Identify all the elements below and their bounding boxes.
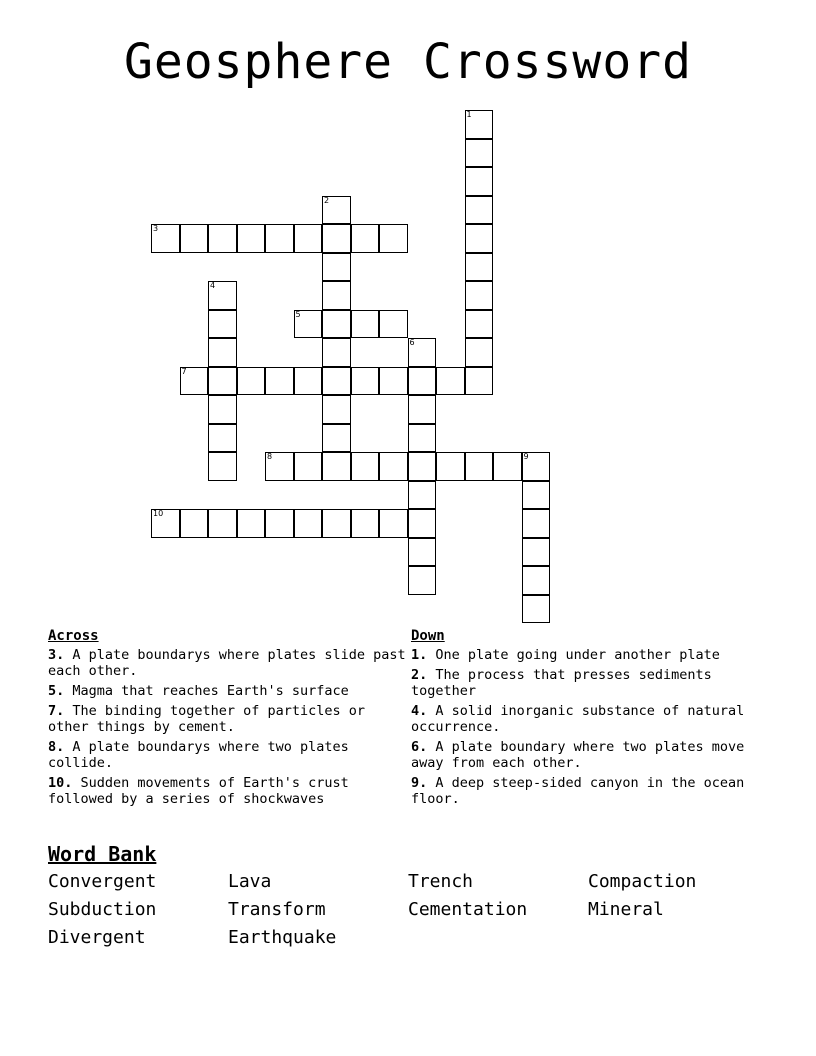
crossword-cell[interactable] (237, 224, 266, 253)
clue-text: Sudden movements of Earth's crust followed by a series of shockwaves (48, 775, 349, 807)
word-bank-word: Lava (228, 871, 272, 892)
crossword-cell[interactable] (294, 224, 323, 253)
crossword-cell[interactable] (465, 196, 494, 225)
word-bank-word: Convergent (48, 871, 157, 892)
cell-number: 4 (210, 281, 216, 290)
clue-text: A plate boundary where two plates move away from each other. (411, 739, 745, 771)
crossword-cell[interactable] (265, 452, 294, 481)
crossword-cell[interactable] (408, 395, 437, 424)
crossword-cell[interactable] (322, 424, 351, 453)
word-bank-title: Word Bank (48, 842, 157, 866)
clue-number: 7. (48, 703, 65, 719)
cell-number: 5 (295, 309, 301, 319)
crossword-cell[interactable] (465, 224, 494, 253)
crossword-cell[interactable] (322, 253, 351, 282)
crossword-cell[interactable] (265, 224, 294, 253)
cell-number: 9 (523, 452, 529, 461)
clue-text: The binding together of particles or other things by cement. (48, 703, 366, 735)
word-bank-word: Transform (228, 899, 326, 920)
crossword-cell[interactable] (208, 395, 237, 424)
crossword-cell[interactable] (237, 367, 266, 396)
across-clues (48, 628, 408, 811)
crossword-cell[interactable] (294, 509, 323, 538)
crossword-cell[interactable] (465, 253, 494, 282)
clue-text: The process that presses sediments together (411, 667, 712, 699)
crossword-cell[interactable] (408, 509, 437, 538)
down-heading: Down (411, 628, 445, 644)
cell-number: 6 (409, 338, 415, 347)
crossword-cell[interactable] (351, 310, 380, 339)
crossword-cell[interactable] (237, 509, 266, 538)
clue-text: A plate boundarys where two plates collide. (48, 739, 349, 771)
crossword-cell[interactable] (322, 395, 351, 424)
crossword-cell[interactable] (465, 110, 494, 139)
clue-text: One plate going under another plate (435, 647, 720, 663)
cell-number: 2 (324, 195, 330, 205)
crossword-cell[interactable] (379, 224, 408, 253)
crossword-cell[interactable] (408, 338, 437, 367)
crossword-cell[interactable] (465, 452, 494, 481)
crossword-cell[interactable] (522, 566, 551, 595)
crossword-cell[interactable] (151, 509, 180, 538)
clue-number: 8. (48, 739, 65, 755)
crossword-cell[interactable] (465, 281, 494, 310)
clue-across-7 (48, 703, 408, 735)
crossword-cell[interactable] (379, 310, 408, 339)
crossword-cell[interactable] (436, 452, 465, 481)
crossword-cell[interactable] (208, 310, 237, 339)
cell-number: 8 (267, 452, 273, 461)
crossword-cell[interactable] (322, 224, 351, 253)
crossword-cell[interactable] (522, 481, 551, 510)
crossword-cell[interactable] (522, 538, 551, 567)
cell-number: 1 (466, 110, 472, 119)
crossword-cell[interactable] (180, 509, 209, 538)
crossword-cell[interactable] (465, 367, 494, 396)
crossword-cell[interactable] (208, 509, 237, 538)
crossword-cell[interactable] (322, 310, 351, 339)
word-bank-word: Mineral (588, 899, 664, 920)
word-bank-word: Cementation (408, 899, 528, 920)
crossword-cell[interactable] (465, 338, 494, 367)
crossword-cell[interactable] (522, 509, 551, 538)
cell-number: 7 (181, 366, 187, 376)
crossword-cell[interactable] (322, 509, 351, 538)
crossword-cell[interactable] (180, 224, 209, 253)
clue-text: A plate boundarys where plates slide past each other. (48, 647, 406, 679)
clue-text: A solid inorganic substance of natural occurrence. (411, 703, 745, 735)
clue-number: 9. (411, 775, 428, 791)
clue-across-3 (48, 647, 408, 679)
crossword-cell[interactable] (408, 481, 437, 510)
crossword-cell[interactable] (351, 452, 380, 481)
word-bank-list (48, 870, 768, 950)
crossword-cell[interactable] (322, 338, 351, 367)
clue-across-8 (48, 739, 408, 771)
word-bank-word: Earthquake (228, 927, 337, 948)
crossword-cell[interactable] (151, 224, 180, 253)
crossword-cell[interactable] (322, 196, 351, 225)
crossword-cell[interactable] (208, 281, 237, 310)
clue-number: 1. (411, 647, 428, 663)
clue-number: 5. (48, 683, 65, 699)
word-bank (48, 842, 768, 950)
crossword-cell[interactable] (265, 367, 294, 396)
crossword-cell[interactable] (522, 595, 551, 624)
cell-number: 10 (153, 509, 164, 518)
crossword-cell[interactable] (351, 509, 380, 538)
crossword-cell[interactable] (322, 452, 351, 481)
clue-down-6 (411, 739, 771, 771)
clue-down-9 (411, 775, 771, 807)
down-clues (411, 628, 771, 811)
clue-text: A deep steep-sided canyon in the ocean floor. (411, 775, 745, 807)
crossword-cell[interactable] (465, 167, 494, 196)
crossword-cell[interactable] (208, 367, 237, 396)
crossword-cell[interactable] (208, 424, 237, 453)
crossword-cell[interactable] (408, 538, 437, 567)
clue-number: 3. (48, 647, 65, 663)
crossword-cell[interactable] (465, 310, 494, 339)
crossword-cell[interactable] (408, 367, 437, 396)
clue-down-2 (411, 667, 771, 699)
clue-down-1 (411, 647, 771, 663)
crossword-cell[interactable] (180, 367, 209, 396)
across-heading: Across (48, 628, 99, 644)
word-bank-word: Divergent (48, 927, 146, 948)
crossword-cell[interactable] (408, 424, 437, 453)
crossword-cell[interactable] (294, 367, 323, 396)
word-bank-word: Compaction (588, 871, 697, 892)
crossword-cell[interactable] (408, 566, 437, 595)
clue-number: 2. (411, 667, 428, 683)
crossword-cell[interactable] (351, 224, 380, 253)
crossword-cell[interactable] (436, 367, 465, 396)
crossword-cell[interactable] (265, 509, 294, 538)
crossword-cell[interactable] (208, 338, 237, 367)
cell-number: 3 (153, 224, 159, 233)
clue-across-5 (48, 683, 408, 699)
crossword-cell[interactable] (522, 452, 551, 481)
clue-down-4 (411, 703, 771, 735)
word-bank-word: Subduction (48, 899, 157, 920)
clue-text: Magma that reaches Earth's surface (72, 683, 349, 699)
clue-number: 4. (411, 703, 428, 719)
crossword-cell[interactable] (493, 452, 522, 481)
word-bank-word: Trench (408, 871, 474, 892)
crossword-cell[interactable] (322, 281, 351, 310)
crossword-cell[interactable] (294, 310, 323, 339)
crossword-cell[interactable] (408, 452, 437, 481)
clue-across-10 (48, 775, 408, 807)
crossword-cell[interactable] (322, 367, 351, 396)
clue-number: 10. (48, 775, 73, 791)
crossword-cell[interactable] (379, 509, 408, 538)
crossword-cell[interactable] (294, 452, 323, 481)
crossword-cell[interactable] (208, 452, 237, 481)
clue-number: 6. (411, 739, 428, 755)
crossword-cell[interactable] (208, 224, 237, 253)
crossword-cell[interactable] (379, 452, 408, 481)
page-title: Geosphere Crossword (123, 34, 693, 90)
crossword-cell[interactable] (465, 139, 494, 168)
crossword-cell[interactable] (379, 367, 408, 396)
crossword-cell[interactable] (351, 367, 380, 396)
